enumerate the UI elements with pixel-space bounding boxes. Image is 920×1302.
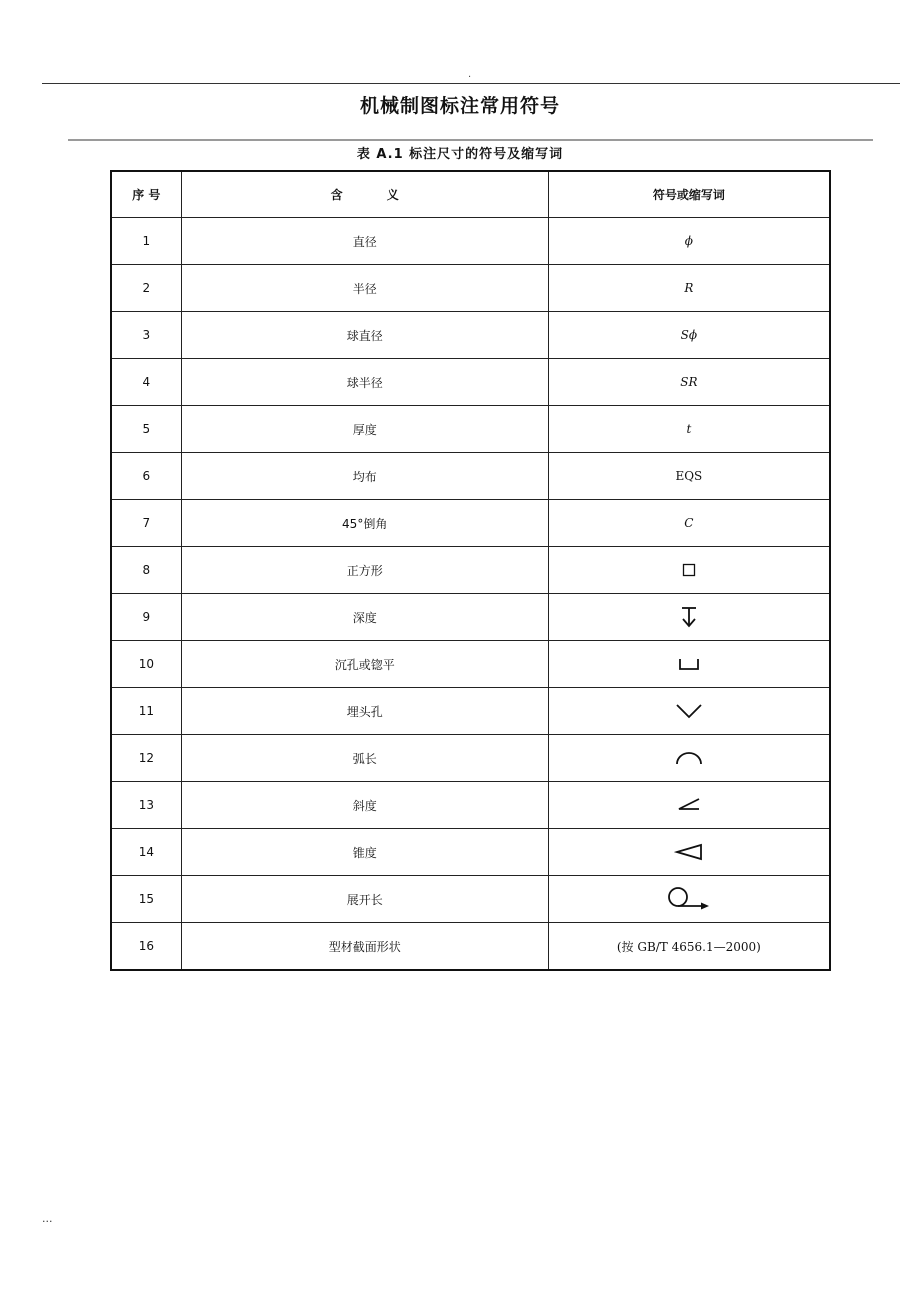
row-meaning: 锥度 xyxy=(181,829,548,876)
table-row xyxy=(111,923,830,971)
row-meaning: 半径 xyxy=(181,265,548,312)
table-row xyxy=(111,735,830,782)
row-no: 13 xyxy=(111,782,181,829)
table-row xyxy=(111,218,830,265)
row-meaning: 型材截面形状 xyxy=(181,923,548,971)
row-meaning: 球半径 xyxy=(181,359,548,406)
row-symbol: C xyxy=(548,500,830,547)
row-no: 3 xyxy=(111,312,181,359)
table-row xyxy=(111,594,830,641)
row-symbol: ϕ xyxy=(548,218,830,265)
row-symbol xyxy=(548,782,830,829)
row-meaning: 均布 xyxy=(181,453,548,500)
row-no: 11 xyxy=(111,688,181,735)
table-row xyxy=(111,500,830,547)
page-title: 机械制图标注常用符号 xyxy=(359,95,560,117)
row-no: 8 xyxy=(111,547,181,594)
row-meaning: 直径 xyxy=(181,218,548,265)
row-symbol xyxy=(548,829,830,876)
row-symbol: SR xyxy=(548,359,830,406)
row-no: 9 xyxy=(111,594,181,641)
slope-icon xyxy=(676,797,702,813)
table-row xyxy=(111,829,830,876)
row-symbol xyxy=(548,688,830,735)
table-row xyxy=(111,453,830,500)
table-row xyxy=(111,265,830,312)
top-mark: . xyxy=(468,69,472,80)
row-symbol xyxy=(548,594,830,641)
table-row xyxy=(111,641,830,688)
row-meaning: 沉孔或锪平 xyxy=(181,641,548,688)
row-symbol: t xyxy=(548,406,830,453)
scan-rule xyxy=(68,139,873,141)
table-row xyxy=(111,406,830,453)
table-row xyxy=(111,547,830,594)
row-symbol: Sϕ xyxy=(548,312,830,359)
table-row xyxy=(111,876,830,923)
row-no: 7 xyxy=(111,500,181,547)
table-header-row xyxy=(111,171,830,218)
row-symbol xyxy=(548,876,830,923)
row-symbol xyxy=(548,735,830,782)
row-no: 10 xyxy=(111,641,181,688)
row-symbol: (按 GB/T 4656.1—2000) xyxy=(548,923,830,971)
taper-icon xyxy=(674,843,704,861)
countersink-icon xyxy=(675,703,703,719)
bottom-mark: ... xyxy=(42,1212,53,1225)
row-no: 4 xyxy=(111,359,181,406)
header-rule xyxy=(42,83,900,84)
row-meaning: 斜度 xyxy=(181,782,548,829)
row-no: 15 xyxy=(111,876,181,923)
row-meaning: 弧长 xyxy=(181,735,548,782)
developed-length-icon xyxy=(667,886,711,912)
row-no: 2 xyxy=(111,265,181,312)
row-symbol: R xyxy=(548,265,830,312)
depth-icon xyxy=(680,606,698,628)
header-meaning: 含 义 xyxy=(181,171,548,218)
symbol-table xyxy=(110,170,831,971)
table-row xyxy=(111,359,830,406)
table-row xyxy=(111,312,830,359)
row-no: 12 xyxy=(111,735,181,782)
row-meaning: 深度 xyxy=(181,594,548,641)
arc-length-icon xyxy=(675,751,703,765)
row-no: 6 xyxy=(111,453,181,500)
row-no: 14 xyxy=(111,829,181,876)
table-row xyxy=(111,782,830,829)
row-no: 1 xyxy=(111,218,181,265)
row-symbol: EQS xyxy=(548,453,830,500)
header-no: 序 号 xyxy=(111,171,181,218)
row-symbol xyxy=(548,641,830,688)
row-no: 5 xyxy=(111,406,181,453)
table-caption: 表 A.1 标注尺寸的符号及缩写词 xyxy=(356,147,564,162)
row-meaning: 球直径 xyxy=(181,312,548,359)
row-meaning: 厚度 xyxy=(181,406,548,453)
table-row xyxy=(111,688,830,735)
row-meaning: 埋头孔 xyxy=(181,688,548,735)
row-meaning: 正方形 xyxy=(181,547,548,594)
row-meaning: 展开长 xyxy=(181,876,548,923)
header-symbol: 符号或缩写词 xyxy=(548,171,830,218)
row-no: 16 xyxy=(111,923,181,971)
row-symbol xyxy=(548,547,830,594)
counterbore-icon xyxy=(678,657,700,671)
row-meaning: 45°倒角 xyxy=(181,500,548,547)
square-icon xyxy=(682,563,696,577)
